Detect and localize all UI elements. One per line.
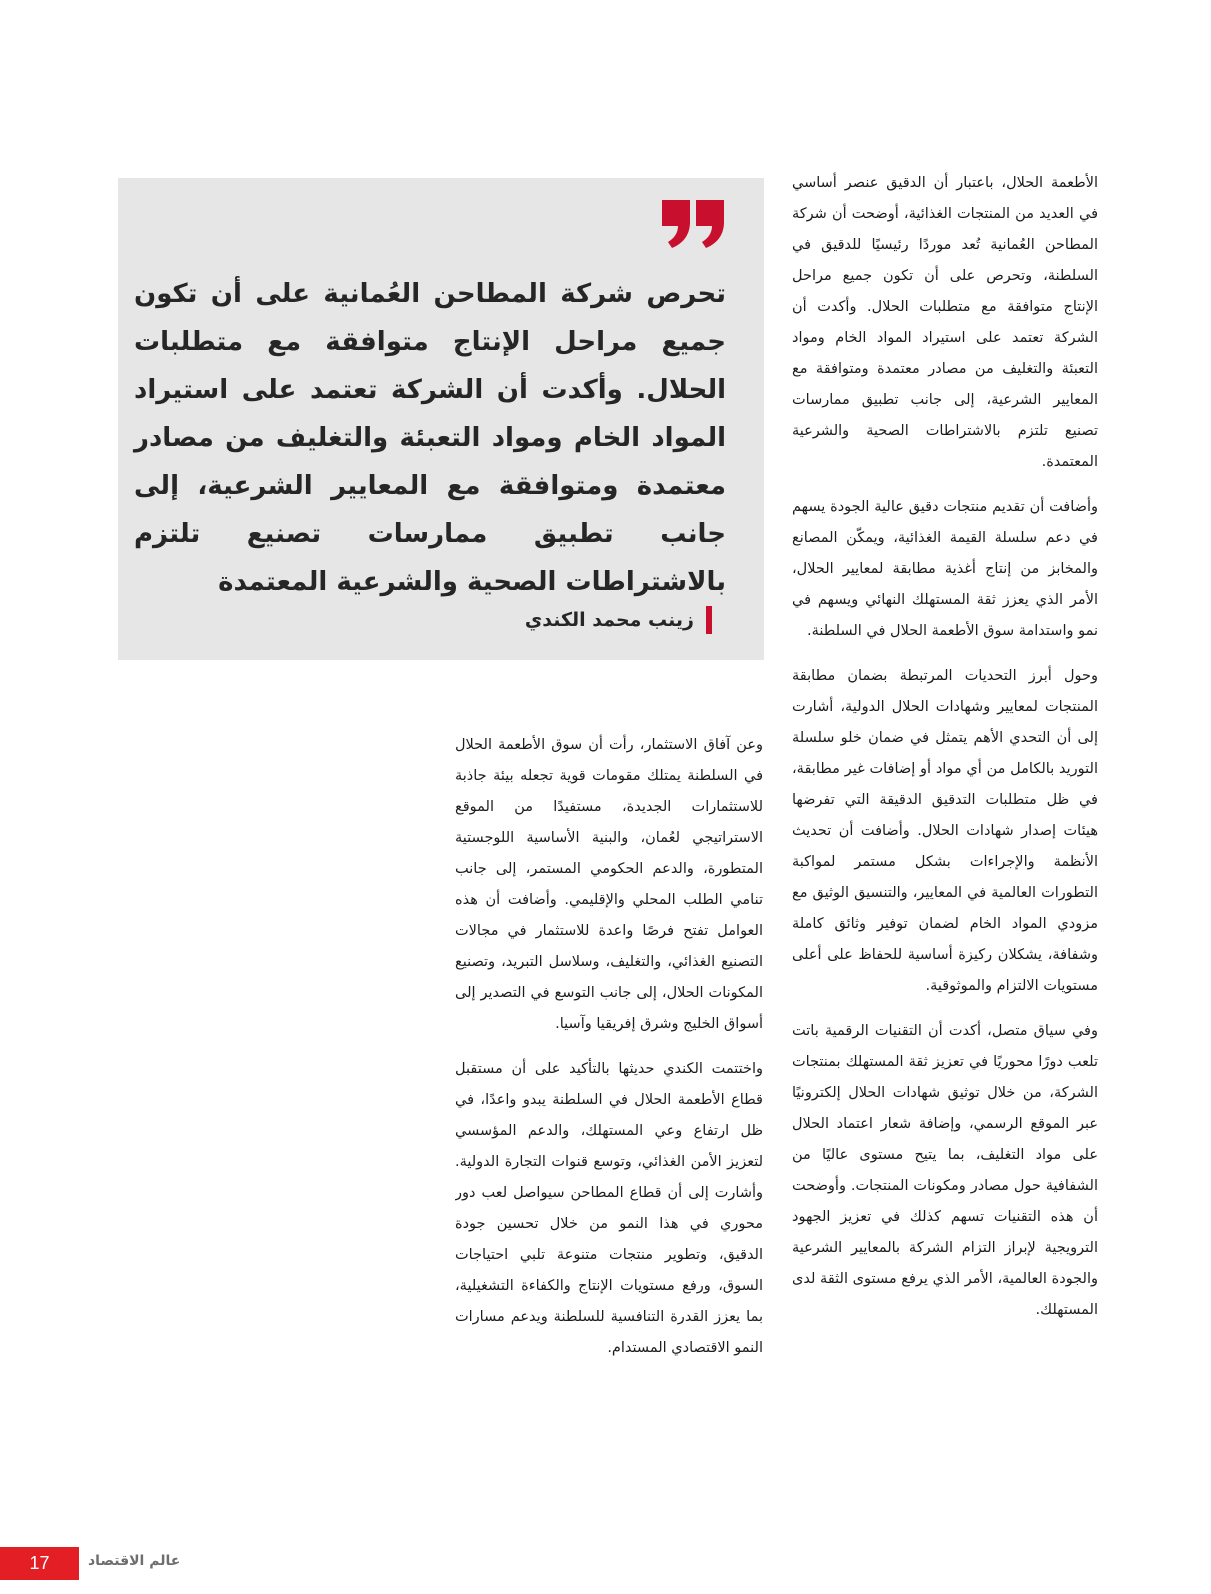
article-column-middle xyxy=(455,730,763,1510)
pull-quote-text: تحرص شركة المطاحن العُمانية على أن تكون جميع مراحل الإنتاج متوافقة مع متطلبات الحلال. وأكدت أن الشركة تعتمد على استيراد المواد الخام ومواد التعبئة والتغليف من مصادر معتمدة ومتوافقة مع المعايير الشرعية، إلى جانب تطبيق ممارسات تصنيع تلتزم بالاشتراطات الصحية والشرعية المعتمدة xyxy=(134,279,726,597)
article-column-right xyxy=(792,168,1098,1508)
article-paragraph: الأطعمة الحلال، باعتبار أن الدقيق عنصر أساسي في العديد من المنتجات الغذائية، أوضحت أن شركة المطاحن العُمانية تُعد موردًا رئيسيًا للدقيق في السلطنة، وتحرص على أن تكون جميع مراحل الإنتاج متوافقة مع متطلبات الحلال. وأكدت أن الشركة تعتمد على استيراد المواد الخام ومواد التعبئة والتغليف من مصادر معتمدة ومتوافقة مع المعايير الشرعية، إلى جانب تطبيق ممارسات تصنيع تلتزم بالاشتراطات الصحية والشرعية المعتمدة. xyxy=(792,175,1098,470)
quote-mark-icon xyxy=(660,200,726,248)
author-accent-bar xyxy=(706,606,712,634)
pull-quote-box xyxy=(118,178,764,660)
article-paragraph: وحول أبرز التحديات المرتبطة بضمان مطابقة المنتجات لمعايير وشهادات الحلال الدولية، أشارت إلى أن التحدي الأهم يتمثل في ضمان خلو سلسلة التوريد بالكامل من أي مواد أو إضافات غير مطابقة، في ظل متطلبات التدقيق الدقيقة التي تفرضها هيئات إصدار شهادات الحلال. وأضافت أن تحديث الأنظمة والإجراءات بشكل مستمر لمواكبة التطورات العالمية في المعايير، والتنسيق الوثيق مع مزودي المواد الخام لضمان توفير وثائق كاملة وشفافة، يشكلان ركيزة أساسية للحفاظ على أعلى مستويات الالتزام والموثوقية. xyxy=(792,668,1098,994)
author-name: زينب محمد الكندي xyxy=(524,609,694,631)
article-paragraph: وعن آفاق الاستثمار، رأت أن سوق الأطعمة الحلال في السلطنة يمتلك مقومات قوية تجعله بيئة جاذبة للاستثمارات الجديدة، مستفيدًا من الموقع الاستراتيجي لعُمان، والبنية الأساسية اللوجستية المتطورة، والدعم الحكومي المستمر، إلى جانب تنامي الطلب المحلي والإقليمي. وأضافت أن هذه العوامل تفتح فرصًا واعدة للاستثمار في مجالات التصنيع الغذائي، والتغليف، وسلاسل التبريد، وتصنيع المكونات الحلال، إلى جانب التوسع في التصدير إلى أسواق الخليج وشرق إفريقيا وآسيا. xyxy=(455,737,763,1032)
article-paragraph: وفي سياق متصل، أكدت أن التقنيات الرقمية باتت تلعب دورًا محوريًا في تعزيز ثقة المستهلك بمنتجات الشركة، من خلال توثيق شهادات الحلال إلكترونيًا عبر الموقع الرسمي، وإضافة شعار اعتماد الحلال على مواد التغليف، بما يتيح مستوى عاليًا من الشفافية حول مصادر ومكونات المنتجات. وأوضحت أن هذه التقنيات تسهم كذلك في تعزيز الجهود الترويجية لإبراز التزام الشركة بالمعايير الشرعية والجودة العالمية، الأمر الذي يرفع مستوى الثقة لدى المستهلك. xyxy=(792,1023,1098,1318)
article-paragraph: وأضافت أن تقديم منتجات دقيق عالية الجودة يسهم في دعم سلسلة القيمة الغذائية، ويمكّن المصانع والمخابز من إنتاج أغذية مطابقة لمعايير الحلال، الأمر الذي يعزز ثقة المستهلك النهائي ويسهم في نمو واستدامة سوق الأطعمة الحلال في السلطنة. xyxy=(792,499,1098,639)
article-paragraph: واختتمت الكندي حديثها بالتأكيد على أن مستقبل قطاع الأطعمة الحلال في السلطنة يبدو واعدًا، في ظل ارتفاع وعي المستهلك، والدعم المؤسسي لتعزيز الأمن الغذائي، وتوسع قنوات التجارة الدولية. وأشارت إلى أن قطاع المطاحن سيواصل لعب دور محوري في هذا النمو من خلال تحسين جودة الدقيق، وتطوير منتجات متنوعة تلبي احتياجات السوق، ورفع مستويات الإنتاج والكفاءة التشغيلية، بما يعزز القدرة التنافسية للسلطنة ويدعم مسارات النمو الاقتصادي المستدام. xyxy=(455,1061,763,1356)
magazine-name: عالم الاقتصاد xyxy=(88,1553,181,1569)
pull-quote-author xyxy=(525,603,712,637)
page-number: 17 xyxy=(29,1553,50,1573)
page-number-badge xyxy=(0,1547,79,1580)
